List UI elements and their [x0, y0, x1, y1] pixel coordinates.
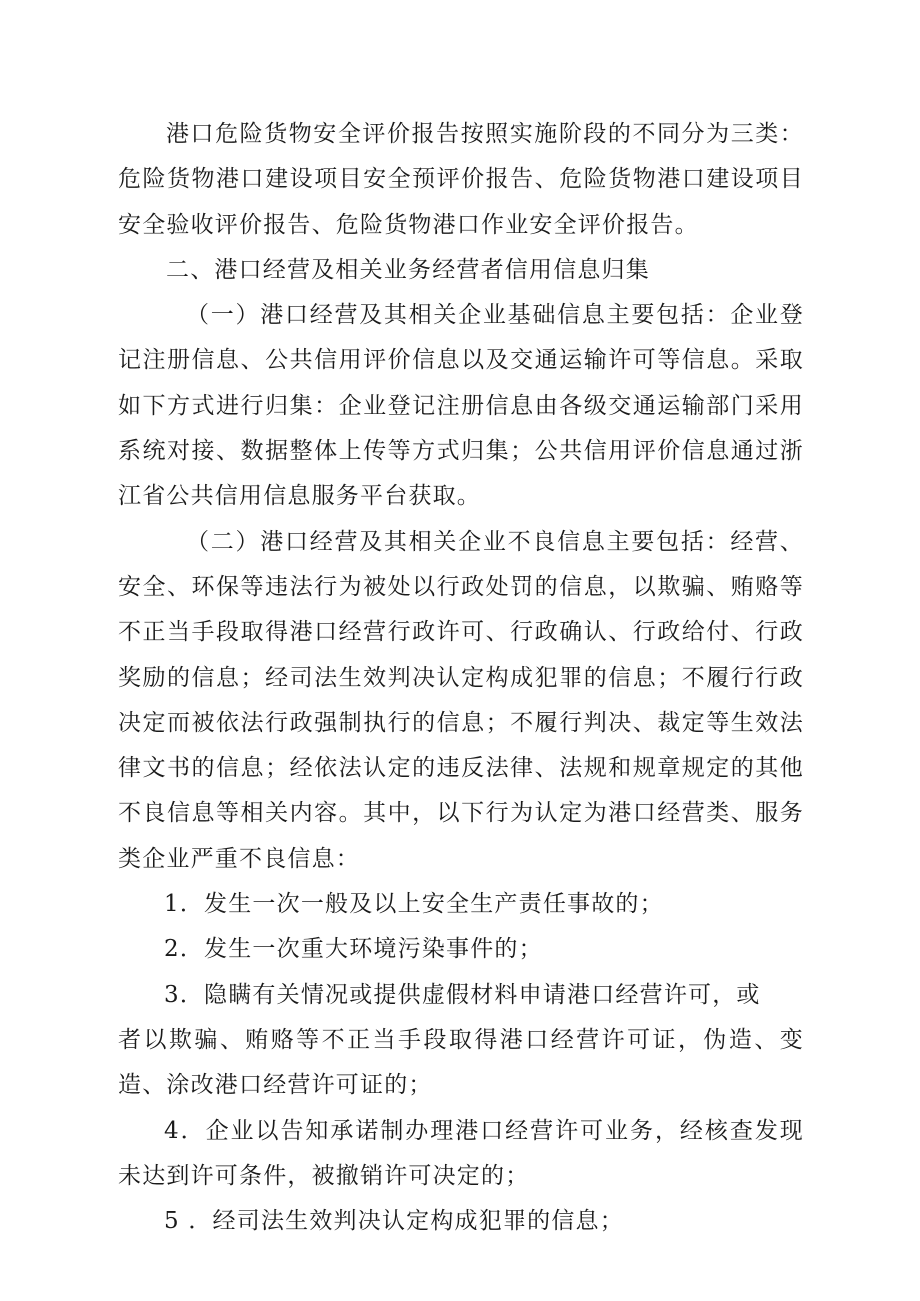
- list-item-3-line1: 3．隐瞒有关情况或提供虚假材料申请港口经营许可，或: [164, 981, 761, 1008]
- section-heading-2: 二、港口经营及相关业务经营者信用信息归集: [166, 256, 650, 283]
- list-item-2: 2．发生一次重大环境污染事件的；: [164, 936, 543, 963]
- paragraph-safety-report-types: 港口危险货物安全评价报告按照实施阶段的不同分为三类：危险货物港口建设项目安全预评价报告、危险货物港口建设项目安全验收评价报告、危险货物港口作业安全评价报告。: [118, 121, 804, 238]
- list-item-4: 4．企业以告知承诺制办理港口经营许可业务，经核查发现未达到许可条件，被撤销许可决定的；: [118, 1117, 804, 1189]
- paragraph-basic-info: （一）港口经营及其相关企业基础信息主要包括：企业登记注册信息、公共信用评价信息以及交通运输许可等信息。采取如下方式进行归集：企业登记注册信息由各级交通运输部门采用系统对接、数据整体上传等方式归集；公共信用评价信息通过浙江省公共信用信息服务平台获取。: [118, 302, 804, 510]
- document-body: [118, 112, 804, 1244]
- list-item-5: 5 ．经司法生效判决认定构成犯罪的信息；: [164, 1208, 624, 1235]
- list-item-1: 1．发生一次一般及以上安全生产责任事故的；: [164, 891, 664, 918]
- paragraph-adverse-info: （二）港口经营及其相关企业不良信息主要包括：经营、安全、环保等违法行为被处以行政处罚的信息，以欺骗、贿赂等不正当手段取得港口经营行政许可、行政确认、行政给付、行政奖励的信息；经司法生效判决认定构成犯罪的信息；不履行行政决定而被依法行政强制执行的信息；不履行判决、裁定等生效法律文书的信息；经依法认定的违反法律、法规和规章规定的其他不良信息等相关内容。其中，以下行为认定为港口经营类、服务类企业严重不良信息：: [118, 528, 804, 872]
- list-item-3-rest: 者以欺骗、贿赂等不正当手段取得港口经营许可证，伪造、变造、涂改港口经营许可证的；: [118, 1026, 804, 1099]
- list-item-3: [118, 973, 804, 1109]
